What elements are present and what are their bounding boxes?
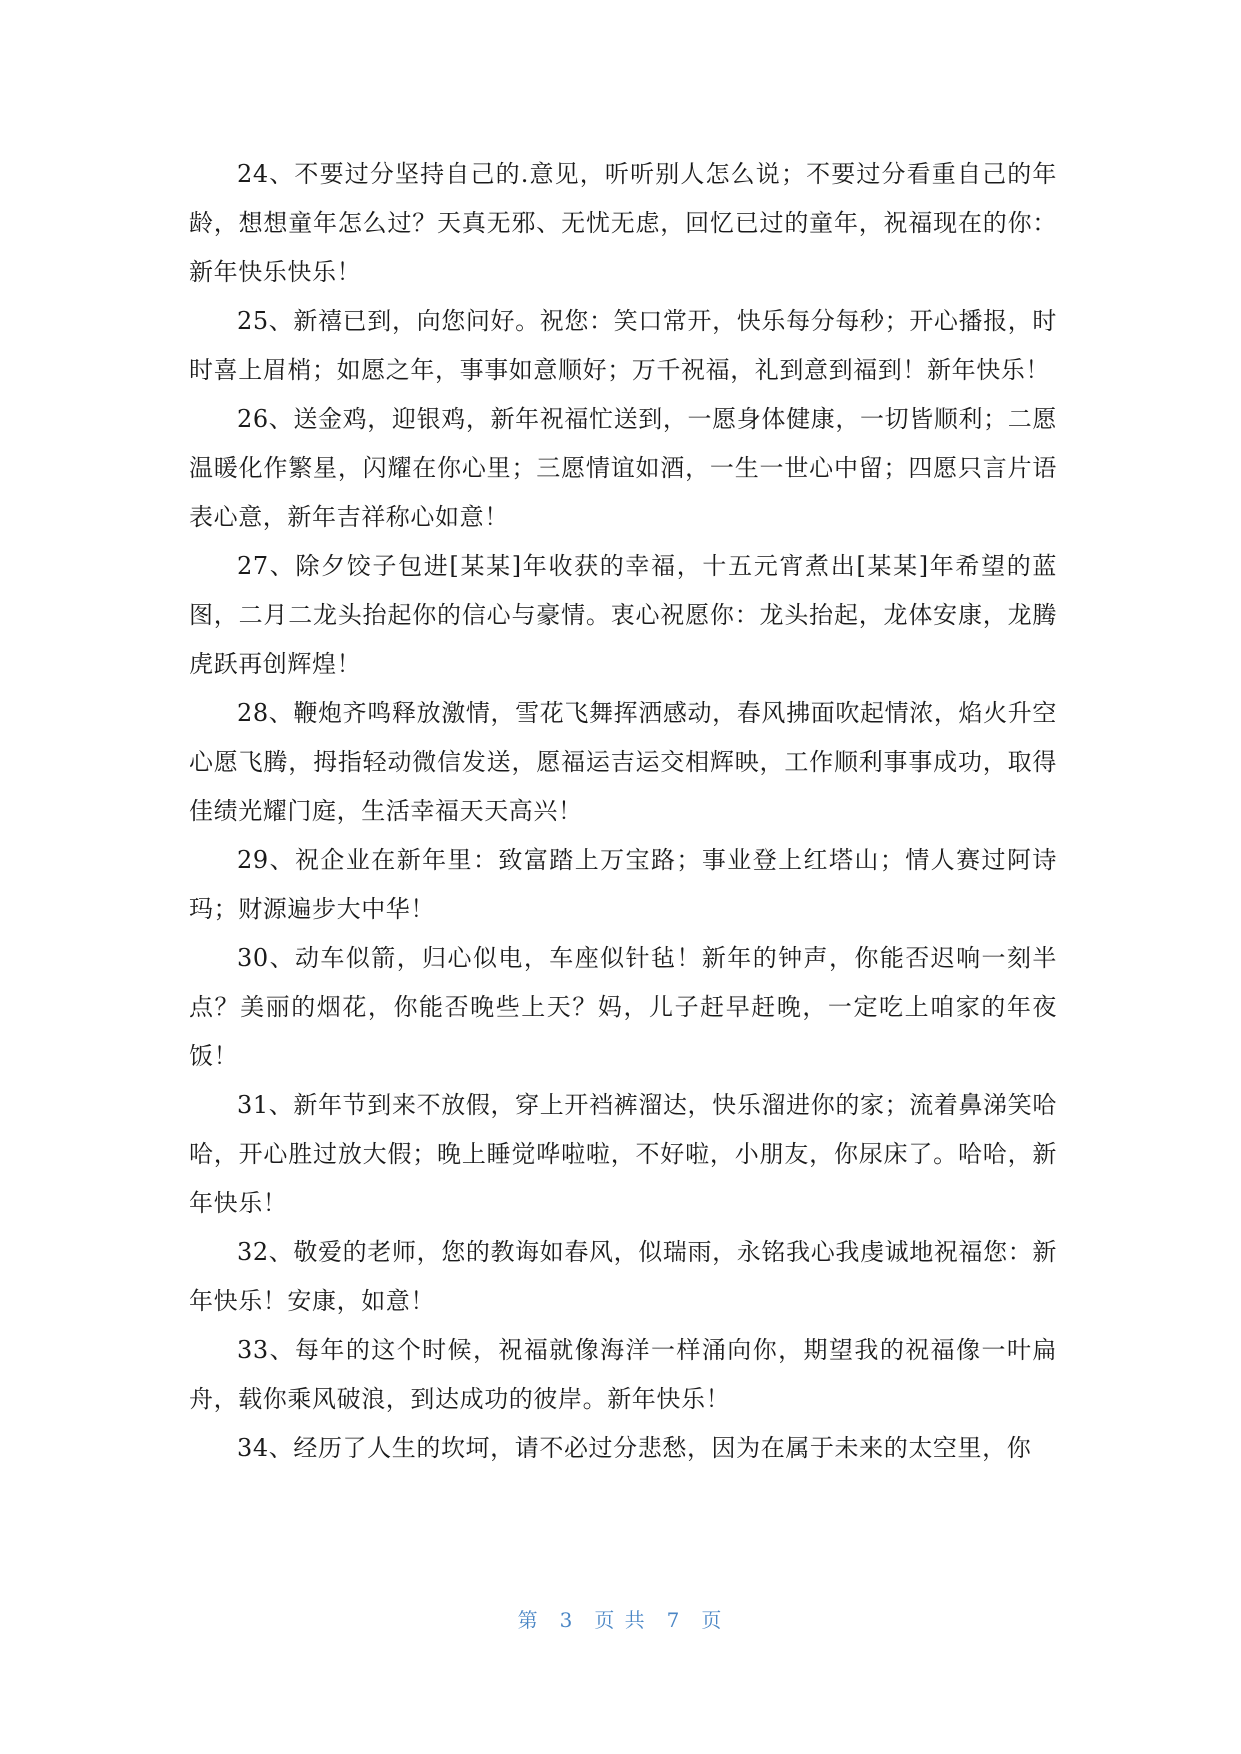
paragraph-33: 33、每年的这个时候，祝福就像海洋一样涌向你，期望我的祝福像一叶扁舟，载你乘风破浪，到达成功的彼岸。新年快乐！ (189, 1336, 1057, 1413)
footer-current-page: 3 (559, 1608, 575, 1632)
footer-total-pages: 7 (666, 1608, 682, 1632)
paragraph-32: 32、敬爱的老师，您的教诲如春风，似瑞雨，永铭我心我虔诚地祝福您：新年快乐！安康，如意！ (189, 1238, 1057, 1315)
footer-label-pages: 页 (701, 1608, 724, 1632)
footer-label-of: 页 共 (594, 1608, 647, 1632)
paragraph-29: 29、祝企业在新年里：致富踏上万宝路；事业登上红塔山；情人赛过阿诗玛；财源遍步大中华！ (189, 846, 1057, 923)
document-body (189, 150, 1057, 1473)
paragraph-34: 34、经历了人生的坎坷，请不必过分悲愁，因为在属于未来的太空里，你 (237, 1434, 1032, 1462)
page-footer (0, 1604, 1241, 1633)
footer-label-page: 第 (517, 1608, 540, 1632)
paragraph-24: 24、不要过分坚持自己的.意见，听听别人怎么说；不要过分看重自己的年龄，想想童年怎么过？天真无邪、无忧无虑，回忆已过的童年，祝福现在的你：新年快乐快乐！ (189, 160, 1057, 286)
paragraph-27: 27、除夕饺子包进[某某]年收获的幸福，十五元宵煮出[某某]年希望的蓝图，二月二龙头抬起你的信心与豪情。衷心祝愿你：龙头抬起，龙体安康，龙腾虎跃再创辉煌！ (189, 552, 1057, 678)
paragraph-25: 25、新禧已到，向您问好。祝您：笑口常开，快乐每分每秒；开心播报，时时喜上眉梢；如愿之年，事事如意顺好；万千祝福，礼到意到福到！新年快乐！ (189, 307, 1057, 384)
paragraph-30: 30、动车似箭，归心似电，车座似针毡！新年的钟声，你能否迟响一刻半点？美丽的烟花，你能否晚些上天？妈，儿子赶早赶晚，一定吃上咱家的年夜饭！ (189, 944, 1057, 1070)
paragraph-31: 31、新年节到来不放假，穿上开裆裤溜达，快乐溜进你的家；流着鼻涕笑哈哈，开心胜过放大假；晚上睡觉哗啦啦，不好啦，小朋友，你尿床了。哈哈，新年快乐！ (189, 1091, 1057, 1217)
paragraph-26: 26、送金鸡，迎银鸡，新年祝福忙送到，一愿身体健康，一切皆顺利；二愿温暖化作繁星，闪耀在你心里；三愿情谊如酒，一生一世心中留；四愿只言片语表心意，新年吉祥称心如意！ (189, 405, 1057, 531)
paragraph-28: 28、鞭炮齐鸣释放激情，雪花飞舞挥洒感动，春风拂面吹起情浓，焰火升空心愿飞腾，拇指轻动微信发送，愿福运吉运交相辉映，工作顺利事事成功，取得佳绩光耀门庭，生活幸福天天高兴！ (189, 699, 1057, 825)
